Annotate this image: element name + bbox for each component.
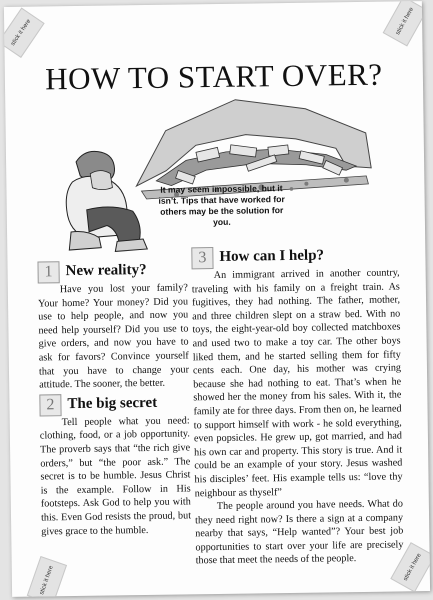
section-big-secret bbox=[39, 392, 191, 538]
section-number: 2 bbox=[39, 394, 61, 416]
section-paragraph: An immigrant arrived in another country, traveling with his family on a freight train. As fugitives, they had nothing. The father, mother, and three children slept on a straw bed. With no toys, the eight-year-old boy collected matchboxes and used two to make a toy car. The other boys liked them, and he started selling them for fifty cents each. One day, his mother was crying because she had nothing to eat. That’s when he showed her the money from his sales. With it, the family ate for three days. From then on, he learned to support himself with work - he sold everything, even popsicles. He grew up, got married, and had his own car and property. This story is true. And it could be an example of your story. Jesus washed his disciples’ feet. His example tells us: “love thy neighbour as thyself” bbox=[191, 267, 403, 499]
section-title: How can I help? bbox=[219, 247, 325, 266]
section-number: 3 bbox=[191, 247, 213, 269]
page-title: HOW TO START OVER? bbox=[44, 56, 383, 97]
section-paragraph: Tell people what you need: clothing, food, or a job opportunity. The proverb says that “the rich give orders,” but “the poor ask.” The secret is to be humble. Jesus Christ is the example. Follow in His footsteps. Ask God to help you with this. Even God resists the proud, but gives grace to the humble. bbox=[39, 415, 192, 537]
tagline: It may seem impossible, but it isn’t. Tips that have worked for others may be the solution for you. bbox=[158, 183, 285, 228]
section-header bbox=[39, 392, 189, 416]
section-header bbox=[191, 244, 399, 269]
section-paragraph: The people around you have needs. What do they need right now? Is there a sign at a company nearby that says, “Help wanted”? Your best job opportunities to start over your life are precisely those that meet the needs of the people. bbox=[195, 498, 404, 567]
section-paragraph: Have you lost your family? Your home? Your money? Did you use to help people, and now you need help yourself? Did you use to give orders, and now you have to ask for favors? Convince yourself that you have to change your attitude. The sooner, the better. bbox=[37, 282, 190, 391]
tape-bottom-right: stick it here bbox=[390, 542, 430, 592]
poster-sheet bbox=[4, 1, 430, 597]
right-column bbox=[191, 247, 404, 568]
tape-top-right: stick it here bbox=[383, 1, 428, 46]
section-number: 1 bbox=[37, 261, 59, 283]
section-how-can-i-help bbox=[191, 244, 403, 568]
section-title: The big secret bbox=[67, 394, 158, 413]
section-title: New reality? bbox=[65, 262, 147, 280]
left-column bbox=[37, 259, 191, 538]
section-header bbox=[37, 259, 187, 283]
tape-top-left: stick it here bbox=[4, 7, 45, 57]
tape-bottom-left: stick it here bbox=[27, 556, 67, 597]
crouching-person-ruins-illustration bbox=[45, 88, 377, 258]
section-new-reality bbox=[37, 259, 189, 392]
